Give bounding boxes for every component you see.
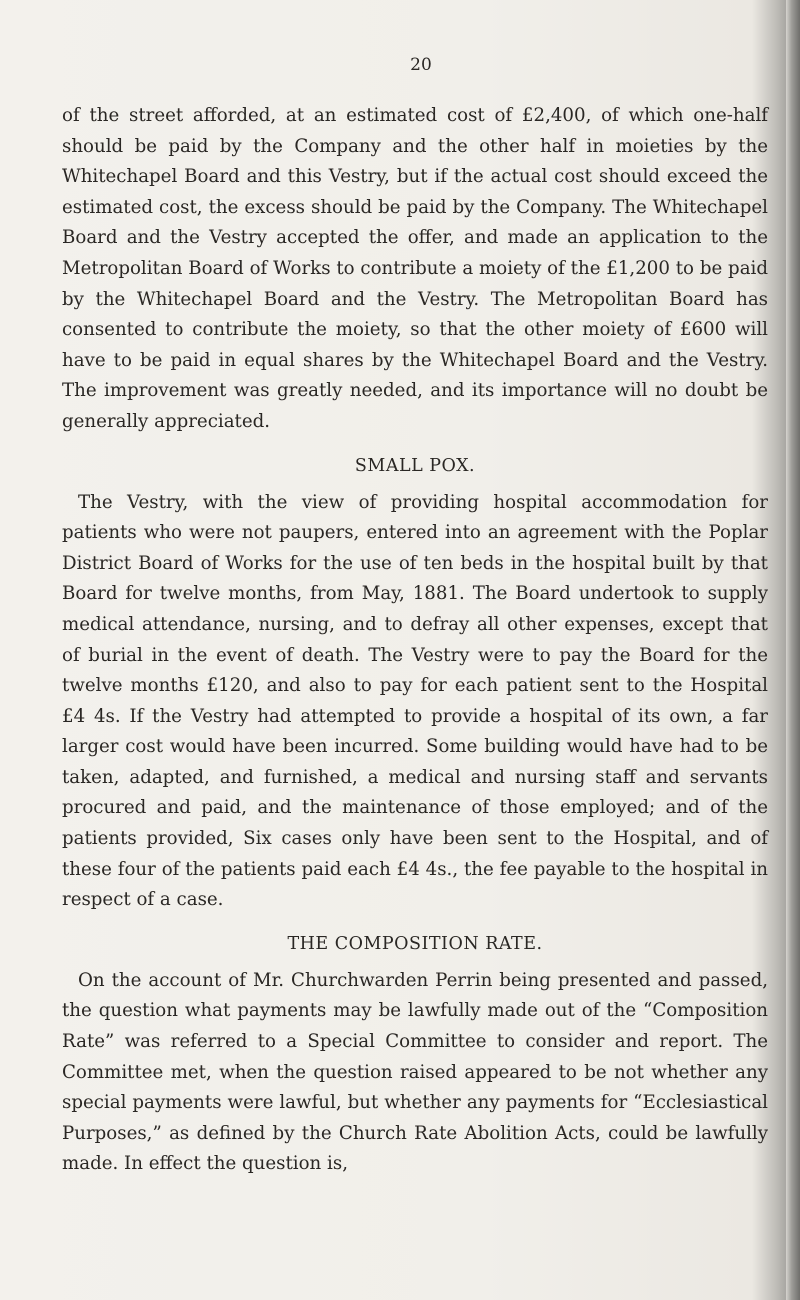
heading-small-pox: SMALL POX. <box>354 455 476 476</box>
heading-composition-rate: THE COMPOSITION RATE. <box>287 933 543 954</box>
page-number: 20 <box>410 55 432 75</box>
paragraph-street-improvement: of the street afforded, at an estimated cost of £2,400, of which one-half should be paid by the Company and the other half in moieties by the Whitechapel Board and this Vestry, but if the actual cost should exceed the estimated cost, the excess should be paid by the Company. The Whitechapel Board and the Vestry accepted the offer, and made an application to the Metropolitan Board of Works to contribute a moiety of the £1,200 to be paid by the Whitechapel Board and the Vestry. The Metropolitan Board has consented to contribute the moiety, so that the other moiety of £600 will have to be paid in equal shares by the Whitechapel Board and the Vestry. The improvement was greatly needed, and its importance will no doubt be generally appreciated. <box>62 105 768 432</box>
page-edge-shadow <box>786 0 800 1300</box>
text-body <box>62 55 768 1180</box>
paragraph-composition-rate: On the account of Mr. Churchwarden Perrin being presented and passed, the question what payments may be lawfully made out of the “Composition Rate” was referred to a Special Committee to consider and report. The Committee met, when the question raised appeared to be not whether any special payments were lawful, but whether any payments for “Ecclesiastical Purposes,” as defined by the Church Rate Abolition Acts, could be lawfully made. In effect the question is, <box>62 969 768 1175</box>
paragraph-small-pox: The Vestry, with the view of providing hospital accommodation for patients who were not paupers, entered into an agreement with the Poplar District Board of Works for the use of ten beds in the hospital built by that Board for twelve months, from May, 1881. The Board undertook to supply medical attendance, nursing, and to defray all other expenses, except that of burial in the event of death. The Vestry were to pay the Board for the twelve months £120, and also to pay for each patient sent to the Hospital £4 4s. If the Vestry had attempted to provide a hospital of its own, a far larger cost would have been incurred. Some building would have had to be taken, adapted, and furnished, a medical and nursing staff and servants procured and paid, and the maintenance of those employed; and of the patients provided, Six cases only have been sent to the Hospital, and of these four of the patients paid each £4 4s., the fee payable to the hospital in respect of a case. <box>62 491 768 911</box>
